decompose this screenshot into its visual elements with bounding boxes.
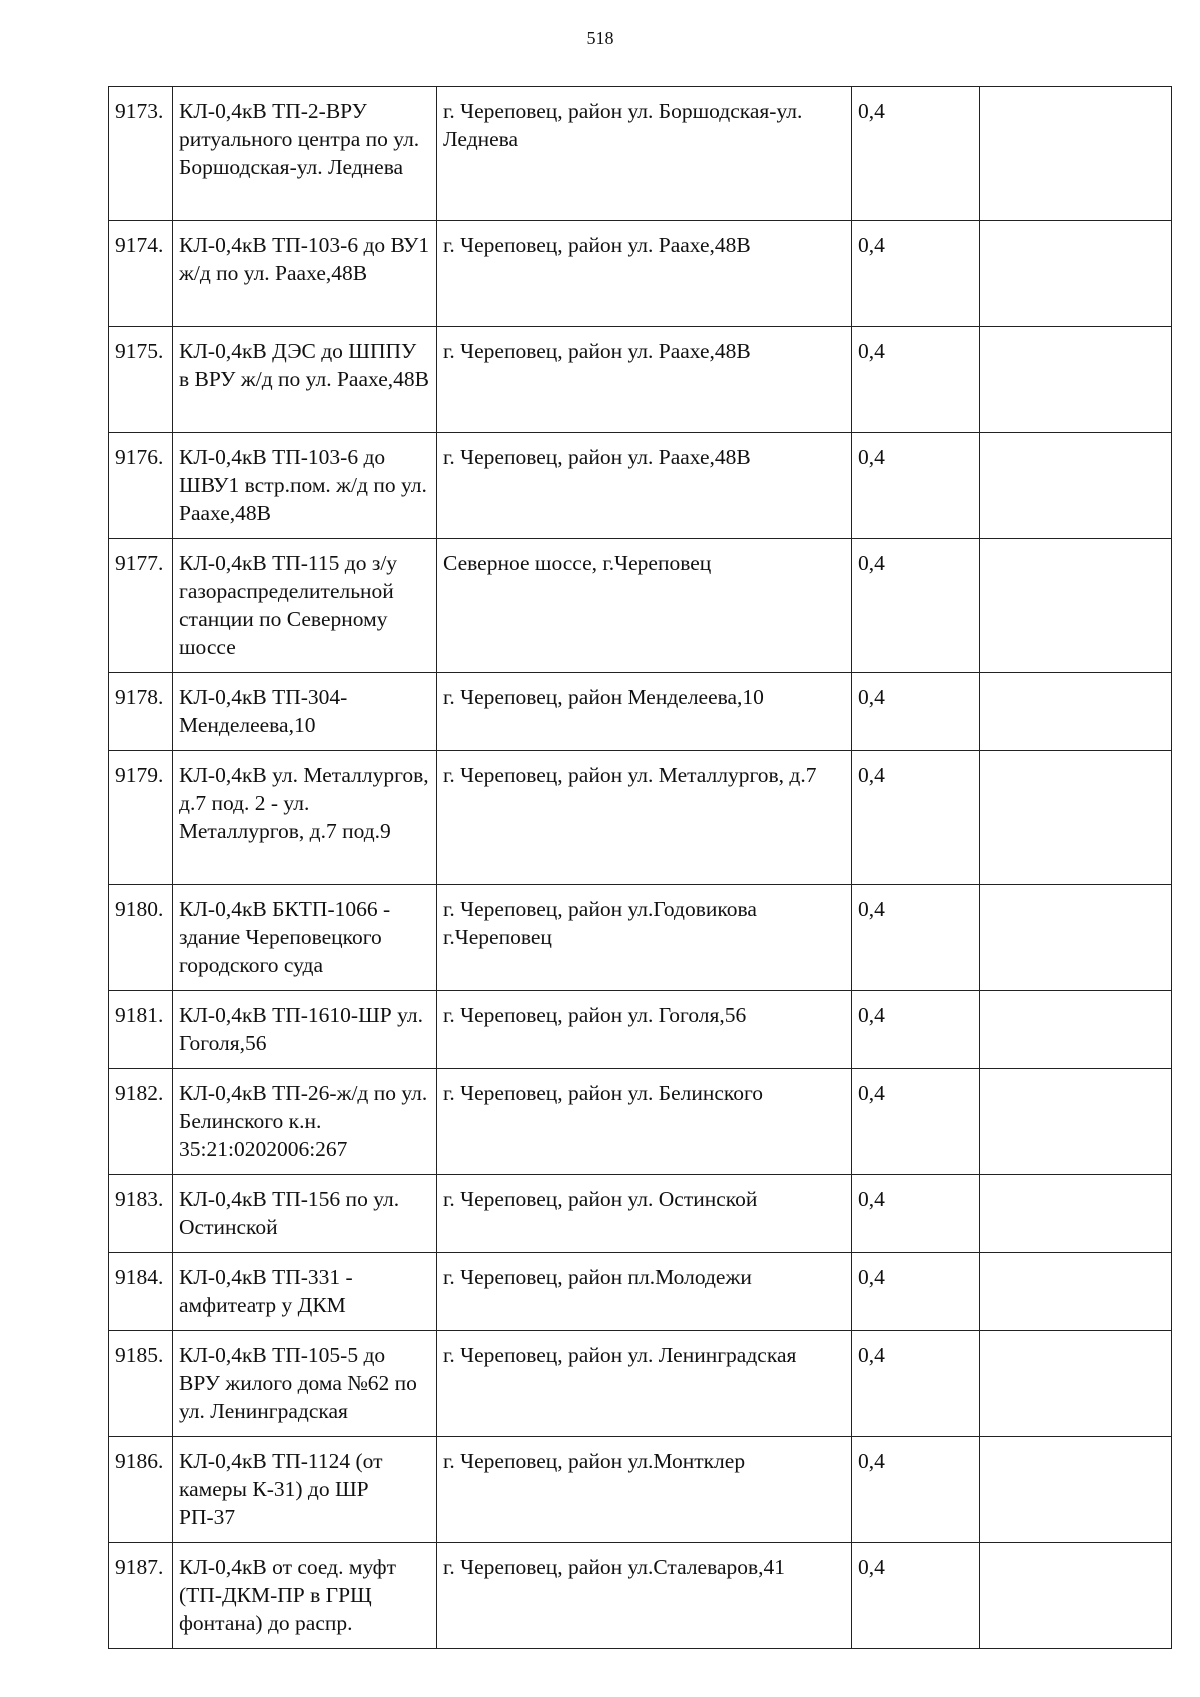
line-name-cell: КЛ-0,4кВ ТП-115 до з/у газораспределительной станции по Северному шоссе <box>173 539 437 673</box>
address-cell: г. Череповец, район Менделеева,10 <box>437 673 852 751</box>
address-cell: г. Череповец, район ул. Раахе,48В <box>437 433 852 539</box>
address-cell: г. Череповец, район пл.Молодежи <box>437 1253 852 1331</box>
line-name-cell: КЛ-0,4кВ ТП-304-Менделеева,10 <box>173 673 437 751</box>
extra-cell <box>980 221 1172 327</box>
extra-cell <box>980 1175 1172 1253</box>
table-row <box>109 1437 1172 1543</box>
extra-cell <box>980 1253 1172 1331</box>
extra-cell <box>980 87 1172 221</box>
row-number-cell: 9174. <box>109 221 173 327</box>
row-number-cell: 9185. <box>109 1331 173 1437</box>
extra-cell <box>980 673 1172 751</box>
extra-cell <box>980 1331 1172 1437</box>
row-number-cell: 9177. <box>109 539 173 673</box>
voltage-cell: 0,4 <box>852 1069 980 1175</box>
table-row <box>109 539 1172 673</box>
voltage-cell: 0,4 <box>852 539 980 673</box>
row-number-cell: 9173. <box>109 87 173 221</box>
address-cell: г. Череповец, район ул.Сталеваров,41 <box>437 1543 852 1649</box>
registry-table-body <box>109 87 1172 1649</box>
row-number-cell: 9184. <box>109 1253 173 1331</box>
table-row <box>109 1253 1172 1331</box>
line-name-cell: КЛ-0,4кВ ТП-105-5 до ВРУ жилого дома №62 по ул. Ленинградская <box>173 1331 437 1437</box>
registry-table <box>108 86 1172 1649</box>
voltage-cell: 0,4 <box>852 1253 980 1331</box>
line-name-cell: КЛ-0,4кВ ТП-26-ж/д по ул. Белинского к.н. 35:21:0202006:267 <box>173 1069 437 1175</box>
voltage-cell: 0,4 <box>852 991 980 1069</box>
extra-cell <box>980 1437 1172 1543</box>
voltage-cell: 0,4 <box>852 751 980 885</box>
extra-cell <box>980 327 1172 433</box>
address-cell: г. Череповец, район ул.Монтклер <box>437 1437 852 1543</box>
voltage-cell: 0,4 <box>852 221 980 327</box>
table-row <box>109 673 1172 751</box>
address-cell: г. Череповец, район ул. Ленинградская <box>437 1331 852 1437</box>
address-cell: г. Череповец, район ул.Годовикова г.Череповец <box>437 885 852 991</box>
row-number-cell: 9182. <box>109 1069 173 1175</box>
voltage-cell: 0,4 <box>852 673 980 751</box>
extra-cell <box>980 751 1172 885</box>
row-number-cell: 9176. <box>109 433 173 539</box>
line-name-cell: КЛ-0,4кВ ул. Металлургов, д.7 под. 2 - ул. Металлургов, д.7 под.9 <box>173 751 437 885</box>
line-name-cell: КЛ-0,4кВ ТП-1124 (от камеры К-31) до ШР РП-37 <box>173 1437 437 1543</box>
table-row <box>109 751 1172 885</box>
line-name-cell: КЛ-0,4кВ ТП-103-6 до ШВУ1 встр.пом. ж/д по ул. Раахе,48В <box>173 433 437 539</box>
extra-cell <box>980 1069 1172 1175</box>
row-number-cell: 9175. <box>109 327 173 433</box>
extra-cell <box>980 885 1172 991</box>
line-name-cell: КЛ-0,4кВ ТП-103-6 до ВУ1 ж/д по ул. Раахе,48В <box>173 221 437 327</box>
row-number-cell: 9181. <box>109 991 173 1069</box>
voltage-cell: 0,4 <box>852 433 980 539</box>
row-number-cell: 9179. <box>109 751 173 885</box>
voltage-cell: 0,4 <box>852 87 980 221</box>
line-name-cell: КЛ-0,4кВ ТП-331 - амфитеатр у ДКМ <box>173 1253 437 1331</box>
page-number: 518 <box>586 28 614 48</box>
line-name-cell: КЛ-0,4кВ БКТП-1066 - здание Череповецкого городского суда <box>173 885 437 991</box>
row-number-cell: 9186. <box>109 1437 173 1543</box>
address-cell: г. Череповец, район ул. Боршодская-ул. Леднева <box>437 87 852 221</box>
row-number-cell: 9180. <box>109 885 173 991</box>
table-row <box>109 1331 1172 1437</box>
table-row <box>109 1175 1172 1253</box>
address-cell: г. Череповец, район ул. Раахе,48В <box>437 327 852 433</box>
table-row <box>109 87 1172 221</box>
voltage-cell: 0,4 <box>852 327 980 433</box>
address-cell: г. Череповец, район ул. Остинской <box>437 1175 852 1253</box>
table-row <box>109 221 1172 327</box>
row-number-cell: 9183. <box>109 1175 173 1253</box>
table-row <box>109 885 1172 991</box>
voltage-cell: 0,4 <box>852 1437 980 1543</box>
voltage-cell: 0,4 <box>852 1331 980 1437</box>
voltage-cell: 0,4 <box>852 1175 980 1253</box>
address-cell: г. Череповец, район ул. Раахе,48В <box>437 221 852 327</box>
table-row <box>109 433 1172 539</box>
extra-cell <box>980 991 1172 1069</box>
extra-cell <box>980 433 1172 539</box>
address-cell: г. Череповец, район ул. Металлургов, д.7 <box>437 751 852 885</box>
extra-cell <box>980 539 1172 673</box>
table-row <box>109 1543 1172 1649</box>
row-number-cell: 9187. <box>109 1543 173 1649</box>
table-row <box>109 327 1172 433</box>
line-name-cell: КЛ-0,4кВ ДЭС до ШППУ в ВРУ ж/д по ул. Раахе,48В <box>173 327 437 433</box>
row-number-cell: 9178. <box>109 673 173 751</box>
address-cell: г. Череповец, район ул. Гоголя,56 <box>437 991 852 1069</box>
line-name-cell: КЛ-0,4кВ от соед. муфт (ТП-ДКМ-ПР в ГРЩ фонтана) до распр. <box>173 1543 437 1649</box>
line-name-cell: КЛ-0,4кВ ТП-156 по ул. Остинской <box>173 1175 437 1253</box>
table-row <box>109 991 1172 1069</box>
table-row <box>109 1069 1172 1175</box>
voltage-cell: 0,4 <box>852 1543 980 1649</box>
extra-cell <box>980 1543 1172 1649</box>
address-cell: г. Череповец, район ул. Белинского <box>437 1069 852 1175</box>
address-cell: Северное шоссе, г.Череповец <box>437 539 852 673</box>
line-name-cell: КЛ-0,4кВ ТП-1610-ШР ул. Гоголя,56 <box>173 991 437 1069</box>
voltage-cell: 0,4 <box>852 885 980 991</box>
line-name-cell: КЛ-0,4кВ ТП-2-ВРУ ритуального центра по ул. Боршодская-ул. Леднева <box>173 87 437 221</box>
